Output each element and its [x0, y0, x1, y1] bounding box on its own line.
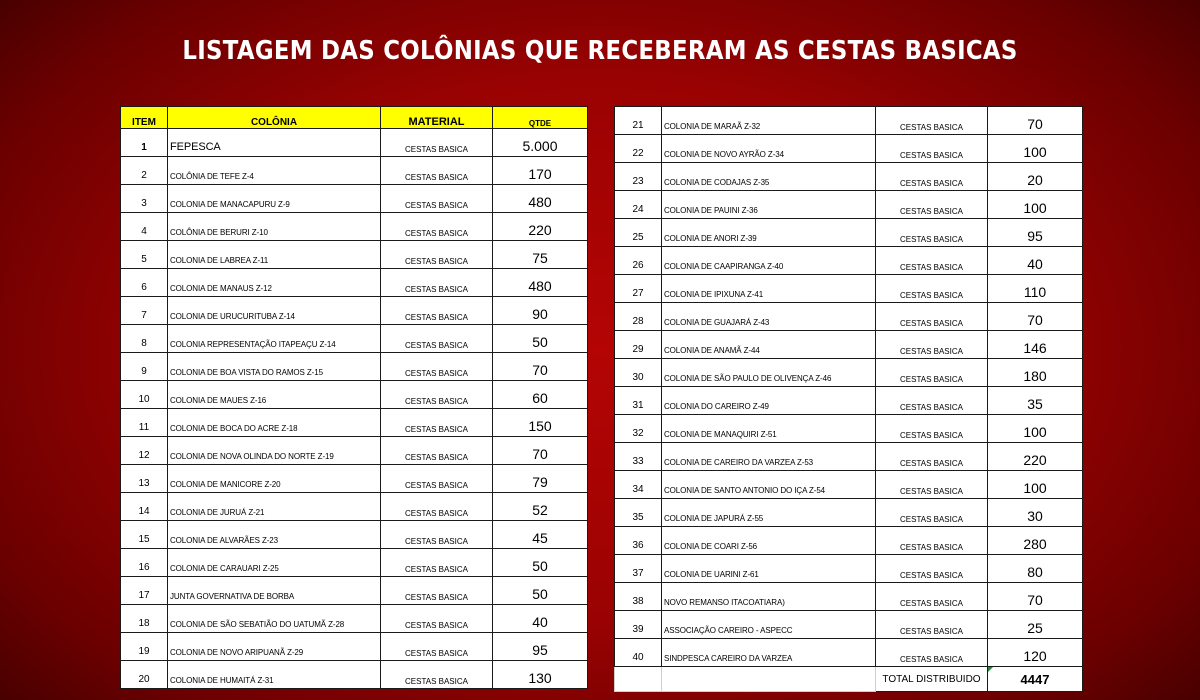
colonia-name: COLONIA DE ALVARÃES Z-23	[168, 521, 381, 549]
colonia-name: COLONIA DE IPIXUNA Z-41	[662, 275, 876, 303]
material-cell: CESTAS BASICA	[876, 135, 988, 163]
material-cell: CESTAS BASICA	[381, 437, 493, 465]
colonia-name: COLONIA DE NOVO ARIPUANÃ Z-29	[168, 633, 381, 661]
material-cell: CESTAS BASICA	[381, 297, 493, 325]
table-row	[615, 303, 1083, 331]
table-row	[121, 437, 588, 465]
material-cell: CESTAS BASICA	[876, 359, 988, 387]
item-number: 33	[615, 443, 662, 471]
header-item: ITEM	[121, 107, 168, 129]
qtde-cell: 20	[988, 163, 1083, 191]
material-cell: CESTAS BASICA	[876, 275, 988, 303]
qtde-cell: 150	[493, 409, 588, 437]
qtde-cell: 110	[988, 275, 1083, 303]
material-cell: CESTAS BASICA	[876, 639, 988, 667]
item-number: 29	[615, 331, 662, 359]
qtde-cell: 120	[988, 639, 1083, 667]
table-row	[121, 549, 588, 577]
material-cell: CESTAS BASICA	[381, 381, 493, 409]
table-row	[121, 353, 588, 381]
colonia-name: COLONIA DE PAUINI Z-36	[662, 191, 876, 219]
material-cell: CESTAS BASICA	[381, 465, 493, 493]
table-row	[615, 107, 1083, 135]
item-number: 4	[121, 213, 168, 241]
item-number: 30	[615, 359, 662, 387]
table-row	[121, 325, 588, 353]
colonia-name: COLONIA DE MANAUS Z-12	[168, 269, 381, 297]
table-row	[615, 247, 1083, 275]
table-row	[615, 275, 1083, 303]
qtde-cell: 79	[493, 465, 588, 493]
colonia-name: COLONIA DE NOVA OLINDA DO NORTE Z-19	[168, 437, 381, 465]
material-cell: CESTAS BASICA	[381, 493, 493, 521]
qtde-cell: 45	[493, 521, 588, 549]
table-row	[121, 213, 588, 241]
colonia-name: COLONIA DE MANACAPURU Z-9	[168, 185, 381, 213]
table-row	[615, 387, 1083, 415]
material-cell: CESTAS BASICA	[381, 661, 493, 689]
total-row	[615, 667, 1083, 692]
material-cell: CESTAS BASICA	[381, 521, 493, 549]
table-row	[121, 493, 588, 521]
qtde-cell: 40	[988, 247, 1083, 275]
table-row	[121, 521, 588, 549]
qtde-cell: 60	[493, 381, 588, 409]
item-number: 35	[615, 499, 662, 527]
item-number: 19	[121, 633, 168, 661]
qtde-cell: 70	[493, 353, 588, 381]
material-cell: CESTAS BASICA	[876, 443, 988, 471]
table-row	[121, 241, 588, 269]
item-number: 15	[121, 521, 168, 549]
right-table	[614, 106, 1083, 692]
table-row	[121, 409, 588, 437]
material-cell: CESTAS BASICA	[381, 185, 493, 213]
colonia-name: COLONIA DE MAUES Z-16	[168, 381, 381, 409]
item-number: 10	[121, 381, 168, 409]
total-label: TOTAL DISTRIBUIDO	[876, 667, 988, 692]
item-number: 26	[615, 247, 662, 275]
item-number: 6	[121, 269, 168, 297]
material-cell: CESTAS BASICA	[381, 633, 493, 661]
header-material: MATERIAL	[381, 107, 493, 129]
table-row	[615, 639, 1083, 667]
qtde-cell: 30	[988, 499, 1083, 527]
material-cell: CESTAS BASICA	[381, 549, 493, 577]
table-row	[121, 381, 588, 409]
item-number: 28	[615, 303, 662, 331]
colonia-name: COLONIA DE BOA VISTA DO RAMOS Z-15	[168, 353, 381, 381]
colonia-name: COLONIA DE ANORI Z-39	[662, 219, 876, 247]
item-number: 14	[121, 493, 168, 521]
qtde-cell: 100	[988, 191, 1083, 219]
item-number: 32	[615, 415, 662, 443]
right-table-body	[615, 107, 1083, 667]
colonia-name: COLONIA DE GUAJARÁ Z-43	[662, 303, 876, 331]
qtde-cell: 70	[493, 437, 588, 465]
item-number: 34	[615, 471, 662, 499]
material-cell: CESTAS BASICA	[381, 241, 493, 269]
colonia-name: COLONIA DE MANAQUIRI Z-51	[662, 415, 876, 443]
table-row	[615, 471, 1083, 499]
item-number: 21	[615, 107, 662, 135]
table-row	[615, 191, 1083, 219]
colonia-name: NOVO REMANSO ITACOATIARA)	[662, 583, 876, 611]
empty-cell	[662, 667, 876, 692]
table-row	[615, 331, 1083, 359]
table-header-row	[121, 107, 588, 129]
material-cell: CESTAS BASICA	[876, 303, 988, 331]
qtde-cell: 280	[988, 527, 1083, 555]
material-cell: CESTAS BASICA	[381, 605, 493, 633]
material-cell: CESTAS BASICA	[876, 163, 988, 191]
colonia-name: COLÔNIA DE BERURI Z-10	[168, 213, 381, 241]
colonia-name: COLONIA DE URUCURITUBA Z-14	[168, 297, 381, 325]
header-colonia: COLÔNIA	[168, 107, 381, 129]
qtde-cell: 50	[493, 549, 588, 577]
table-row	[615, 163, 1083, 191]
colonia-name: COLÔNIA DE TEFE Z-4	[168, 157, 381, 185]
colonia-name: SINDPESCA CAREIRO DA VARZEA	[662, 639, 876, 667]
item-number: 22	[615, 135, 662, 163]
table-row	[615, 583, 1083, 611]
page-title: LISTAGEM DAS COLÔNIAS QUE RECEBERAM AS CESTAS BASICAS	[182, 36, 1018, 66]
qtde-cell: 95	[493, 633, 588, 661]
item-number: 27	[615, 275, 662, 303]
qtde-cell: 100	[988, 415, 1083, 443]
item-number: 24	[615, 191, 662, 219]
qtde-cell: 70	[988, 107, 1083, 135]
item-number: 7	[121, 297, 168, 325]
item-number: 2	[121, 157, 168, 185]
material-cell: CESTAS BASICA	[381, 325, 493, 353]
left-table-body	[121, 129, 588, 689]
item-number: 31	[615, 387, 662, 415]
item-number: 37	[615, 555, 662, 583]
table-row	[615, 499, 1083, 527]
qtde-cell: 100	[988, 471, 1083, 499]
colonia-name: COLONIA DE COARI Z-56	[662, 527, 876, 555]
qtde-cell: 90	[493, 297, 588, 325]
item-number: 11	[121, 409, 168, 437]
item-number: 5	[121, 241, 168, 269]
item-number: 20	[121, 661, 168, 689]
material-cell: CESTAS BASICA	[876, 219, 988, 247]
item-number: 36	[615, 527, 662, 555]
material-cell: CESTAS BASICA	[876, 387, 988, 415]
table-row	[121, 297, 588, 325]
colonia-name: ASSOCIAÇÃO CAREIRO - ASPECC	[662, 611, 876, 639]
material-cell: CESTAS BASICA	[876, 499, 988, 527]
left-table	[120, 106, 588, 689]
qtde-cell: 95	[988, 219, 1083, 247]
qtde-cell: 80	[988, 555, 1083, 583]
material-cell: CESTAS BASICA	[876, 331, 988, 359]
colonia-name: COLONIA DE UARINI Z-61	[662, 555, 876, 583]
qtde-cell: 70	[988, 583, 1083, 611]
colonia-name: COLONIA DE CARAUARI Z-25	[168, 549, 381, 577]
table-row	[615, 359, 1083, 387]
empty-cell	[615, 667, 662, 692]
table-row	[121, 157, 588, 185]
item-number: 23	[615, 163, 662, 191]
qtde-cell: 50	[493, 577, 588, 605]
item-number: 16	[121, 549, 168, 577]
material-cell: CESTAS BASICA	[381, 409, 493, 437]
colonia-name: COLONIA DE BOCA DO ACRE Z-18	[168, 409, 381, 437]
colonia-name: FEPESCA	[168, 129, 381, 157]
table-row	[615, 415, 1083, 443]
material-cell: CESTAS BASICA	[876, 247, 988, 275]
item-number: 13	[121, 465, 168, 493]
item-number: 1	[121, 129, 168, 157]
colonia-name: COLONIA DE ANAMÃ Z-44	[662, 331, 876, 359]
qtde-cell: 52	[493, 493, 588, 521]
colonia-name: COLONIA DE HUMAITÁ Z-31	[168, 661, 381, 689]
table-row	[615, 443, 1083, 471]
total-value: 4447	[988, 667, 1083, 692]
qtde-cell: 75	[493, 241, 588, 269]
table-row	[121, 129, 588, 157]
material-cell: CESTAS BASICA	[876, 107, 988, 135]
material-cell: CESTAS BASICA	[876, 555, 988, 583]
table-row	[121, 185, 588, 213]
colonia-name: COLONIA DE JURUÁ Z-21	[168, 493, 381, 521]
table-row	[121, 577, 588, 605]
item-number: 12	[121, 437, 168, 465]
colonia-name: COLONIA DE CAAPIRANGA Z-40	[662, 247, 876, 275]
material-cell: CESTAS BASICA	[381, 157, 493, 185]
table-row	[615, 555, 1083, 583]
qtde-cell: 40	[493, 605, 588, 633]
material-cell: CESTAS BASICA	[876, 471, 988, 499]
qtde-cell: 146	[988, 331, 1083, 359]
item-number: 8	[121, 325, 168, 353]
item-number: 9	[121, 353, 168, 381]
colonia-name: COLONIA DE MARAÃ Z-32	[662, 107, 876, 135]
table-row	[615, 611, 1083, 639]
table-row	[615, 527, 1083, 555]
colonia-name: COLONIA DE SANTO ANTONIO DO IÇA Z-54	[662, 471, 876, 499]
material-cell: CESTAS BASICA	[876, 415, 988, 443]
qtde-cell: 70	[988, 303, 1083, 331]
table-row	[615, 135, 1083, 163]
qtde-cell: 100	[988, 135, 1083, 163]
table-row	[615, 219, 1083, 247]
qtde-cell: 220	[493, 213, 588, 241]
material-cell: CESTAS BASICA	[876, 527, 988, 555]
item-number: 3	[121, 185, 168, 213]
colonia-name: COLONIA DE SÃO SEBATIÃO DO UATUMÃ Z-28	[168, 605, 381, 633]
item-number: 38	[615, 583, 662, 611]
table-row	[121, 465, 588, 493]
item-number: 39	[615, 611, 662, 639]
table-row	[121, 633, 588, 661]
item-number: 18	[121, 605, 168, 633]
qtde-cell: 180	[988, 359, 1083, 387]
item-number: 40	[615, 639, 662, 667]
colonia-name: COLONIA DE SÃO PAULO DE OLIVENÇA Z-46	[662, 359, 876, 387]
qtde-cell: 170	[493, 157, 588, 185]
material-cell: CESTAS BASICA	[381, 353, 493, 381]
qtde-cell: 5.000	[493, 129, 588, 157]
colonia-name: COLONIA DE NOVO AYRÃO Z-34	[662, 135, 876, 163]
table-row	[121, 661, 588, 689]
qtde-cell: 50	[493, 325, 588, 353]
material-cell: CESTAS BASICA	[381, 129, 493, 157]
material-cell: CESTAS BASICA	[381, 269, 493, 297]
colonia-name: COLONIA DE JAPURÁ Z-55	[662, 499, 876, 527]
material-cell: CESTAS BASICA	[381, 213, 493, 241]
header-qtde: QTDE	[493, 107, 588, 129]
colonia-name: COLONIA DE CAREIRO DA VARZEA Z-53	[662, 443, 876, 471]
material-cell: CESTAS BASICA	[381, 577, 493, 605]
qtde-cell: 480	[493, 269, 588, 297]
colonia-name: COLONIA DE MANICORE Z-20	[168, 465, 381, 493]
qtde-cell: 480	[493, 185, 588, 213]
qtde-cell: 220	[988, 443, 1083, 471]
material-cell: CESTAS BASICA	[876, 611, 988, 639]
colonia-name: COLONIA DE CODAJAS Z-35	[662, 163, 876, 191]
item-number: 17	[121, 577, 168, 605]
colonia-name: COLONIA DO CAREIRO Z-49	[662, 387, 876, 415]
material-cell: CESTAS BASICA	[876, 583, 988, 611]
colonia-name: COLONIA DE LABREA Z-11	[168, 241, 381, 269]
colonia-name: JUNTA GOVERNATIVA DE BORBA	[168, 577, 381, 605]
table-row	[121, 605, 588, 633]
item-number: 25	[615, 219, 662, 247]
qtde-cell: 25	[988, 611, 1083, 639]
qtde-cell: 35	[988, 387, 1083, 415]
table-row	[121, 269, 588, 297]
colonia-name: COLONIA REPRESENTAÇÃO ITAPEAÇU Z-14	[168, 325, 381, 353]
qtde-cell: 130	[493, 661, 588, 689]
material-cell: CESTAS BASICA	[876, 191, 988, 219]
